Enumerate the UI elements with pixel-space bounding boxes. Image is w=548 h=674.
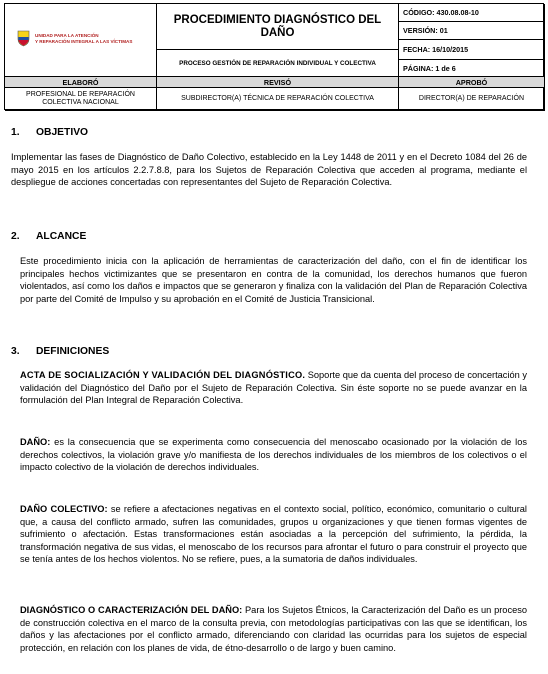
aprobo-header: APROBÓ bbox=[399, 77, 545, 88]
alcance-paragraph: Este procedimiento inicia con la aplicación de herramientas de caracterización del daño, con el fin de identificar los principales hechos victimizantes que se presentaron en contra de la comunidad, los derechos humanos que fueron violentados, así como los daños e impactos que se generaron y finaliza con la validación del Plan de Reparación Colectiva por parte del Comité de Impulso y su aprobación en el Comité de Justicia Transicional. bbox=[20, 256, 527, 304]
definition-acta bbox=[20, 369, 527, 407]
section-heading-objetivo bbox=[11, 127, 88, 138]
definition-term: DIAGNÓSTICO O CARACTERIZACIÓN DEL DAÑO: bbox=[20, 605, 243, 615]
section-number: 1. bbox=[11, 127, 20, 138]
section-title: OBJETIVO bbox=[36, 127, 89, 138]
elaboro-header: ELABORÓ bbox=[5, 77, 157, 88]
section-title: DEFINICIONES bbox=[36, 346, 110, 357]
section-number: 2. bbox=[11, 231, 20, 242]
definition-text: es la consecuencia que se experimenta como consecuencia del menoscabo ocasionado por la violación de los derechos colectivos, la violación grave y/o manifiesta de los derechos individuales de los miembros de los colectivos o el impacto colectivo de la violación de derechos individuales. bbox=[20, 437, 527, 473]
document-header-table bbox=[4, 3, 544, 110]
document-title: PROCEDIMIENTO DIAGNÓSTICO DEL DAÑO bbox=[157, 4, 399, 50]
definition-dano bbox=[20, 436, 527, 474]
reviso-value: SUBDIRECTOR(A) TÉCNICA DE REPARACIÓN COLECTIVA bbox=[157, 88, 399, 111]
logo-text-line-2: Y REPARACIÓN INTEGRAL A LAS VÍCTIMAS bbox=[35, 38, 133, 44]
elaboro-value: PROFESIONAL DE REPARACIÓN COLECTIVA NACIONAL bbox=[5, 88, 157, 111]
logo-text bbox=[35, 33, 132, 45]
definition-term: ACTA DE SOCIALIZACIÓN Y VALIDACIÓN DEL DIAGNÓSTICO. bbox=[20, 370, 306, 380]
logo-cell bbox=[5, 4, 157, 77]
document-code: CÓDIGO: 430.08.08-10 bbox=[399, 4, 545, 22]
aprobo-value: DIRECTOR(A) DE REPARACIÓN bbox=[399, 88, 545, 111]
reviso-header: REVISÓ bbox=[157, 77, 399, 88]
definition-diagnostico bbox=[20, 604, 527, 654]
logo-text-line-1: UNIDAD PARA LA ATENCIÓN bbox=[35, 32, 99, 38]
document-version: VERSIÓN: 01 bbox=[399, 22, 545, 40]
coat-of-arms-icon bbox=[17, 30, 30, 47]
definition-dano-colectivo bbox=[20, 503, 527, 566]
objetivo-paragraph: Implementar las fases de Diagnóstico de Daño Colectivo, establecido en la Ley 1448 de 2011 y en el Decreto 1084 del 26 de mayo 2015 en los artículos 2.2.7.8.8, para los Sujetos de Reparación Colectiva que acceden al programa, mediante el despliegue de acciones concertadas con representantes del Sujeto de Reparación Colectiva. bbox=[11, 152, 527, 188]
definition-text: se refiere a afectaciones negativas en el contexto social, político, económico, comunitario o cultural que, a causa del conflicto armado, sufren las comunidades, grupos u organizaciones y que tienen formas vigentes de sufrimiento o afectación. Estas transformaciones están asociadas a la percepción del sufrimiento, la pérdida, la transformación negativa de sus vidas, el menoscabo de los recursos para afrontar el futuro o para construir el proyecto que se tenía antes de los hechos violentos. No se refiere, pues, a la sumatoria de daños individuales. bbox=[20, 504, 527, 565]
definition-term: DAÑO: bbox=[20, 437, 51, 447]
process-name: PROCESO GESTIÓN DE REPARACIÓN INDIVIDUAL Y COLECTIVA bbox=[157, 50, 399, 77]
definition-text: Soporte que da cuenta del proceso de concertación y validación del Diagnóstico del Daño por el Sujeto de Reparación Colectiva. Sin éste soporte no se puede avanzar en la formulación del Plan Integral de Reparación Colectiva. bbox=[20, 370, 527, 406]
section-title: ALCANCE bbox=[36, 231, 87, 242]
institution-logo bbox=[17, 30, 132, 47]
section-heading-definiciones bbox=[11, 346, 109, 357]
section-number: 3. bbox=[11, 346, 20, 357]
definition-term: DAÑO COLECTIVO: bbox=[20, 504, 108, 514]
definition-text: Para los Sujetos Étnicos, la Caracterización del Daño es un proceso de construcción colectiva en el marco de la consulta previa, con metodologías participativas con las que se identifican, los daños y las afectaciones por el conflicto armado, diferenciando con claridad las ocurridas para los sujetos de especial protección, en relación con los planes de vida, de étno-desarrollo o de largo y buen camino. bbox=[20, 605, 527, 653]
document-date: FECHA: 16/10/2015 bbox=[399, 40, 545, 60]
section-heading-alcance bbox=[11, 231, 86, 242]
page-number: PÁGINA: 1 de 6 bbox=[399, 60, 545, 77]
